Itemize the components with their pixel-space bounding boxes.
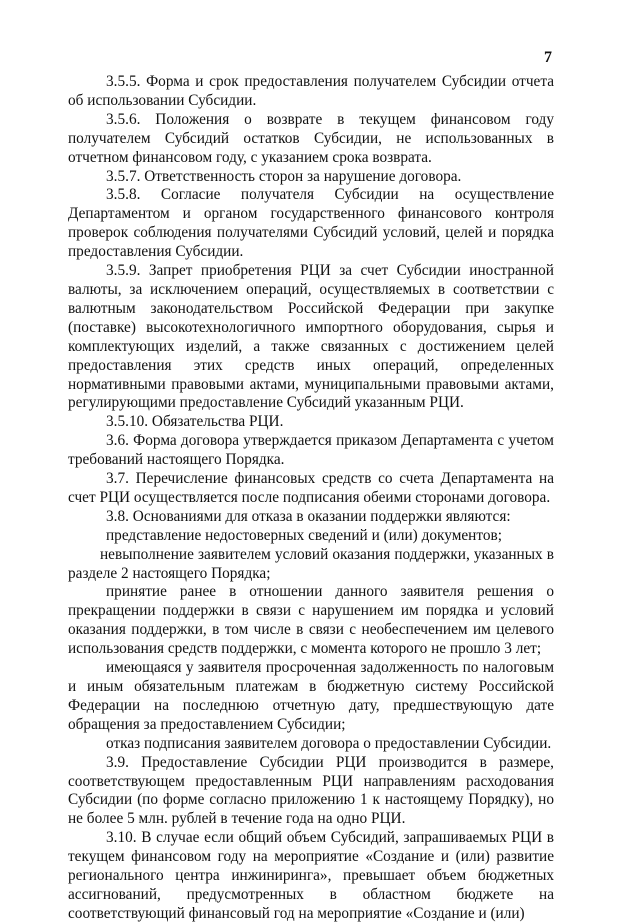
list-item-refusal-to-sign: отказ подписания заявителем договора о предоставлении Субсидии. <box>106 734 552 752</box>
paragraph-3-10: 3.10. В случае если общий объем Субсидий, запрашиваемых РЦИ в текущем финансовом году на мероприятие «Создание и (или) развитие регионального центра инжиниринга», превышает объем бюджетных ассигнований, предусмотренных в областном бюджете на соответствующий финансовый год на мероприятие «Создание и (или) <box>68 829 554 922</box>
list-item-support-terminated: принятие ранее в отношении данного заявителя решения о прекращении поддержки в связи с нарушением им порядка и условий оказания поддержки, в том числе в связи с необеспечением им целевого использования средств поддержки, с момента которого не прошло 3 лет; <box>68 583 554 658</box>
paragraph-3-5-7: 3.5.7. Ответственность сторон за нарушение договора. <box>106 167 462 185</box>
paragraph-3-5-5: 3.5.5. Форма и срок предоставления получателем Субсидии отчета об использовании Субсидии. <box>68 73 554 109</box>
list-item-overdue-debt: имеющаяся у заявителя просроченная задолженность по налоговым и иным обязательным платежам в бюджетную систему Российской Федерации на последнюю отчетную дату, предшествующую дате обращения за предоставлением Субсидии; <box>68 659 554 733</box>
paragraph-3-5-9: 3.5.9. Запрет приобретения РЦИ за счет Субсидии иностранной валюты, за исключением операций, осуществляемых в соответствии с валютным законодательством Российской Федерации при закупке (поставке) высокотехнологичного импортного оборудования, сырья и комплектующих изделий, а также связанных с достижением целей предоставления этих средств иных операций, определенных нормативными правовыми актами, муниципальными правовыми актами, регулирующими предоставление Субсидий указанным РЦИ. <box>68 262 554 412</box>
paragraph-3-5-6: 3.5.6. Положения о возврате в текущем финансовом году получателем Субсидий остатков Субсидии, не использованных в отчетном финансовом году, с указанием срока возврата. <box>68 110 554 166</box>
paragraph-3-8: 3.8. Основаниями для отказа в оказании поддержки являются: <box>106 507 511 525</box>
document-body <box>68 73 554 924</box>
paragraph-3-9: 3.9. Предоставление Субсидии РЦИ производится в размере, соответствующем предоставленным РЦИ направлениям расходования Субсидии (по форме согласно приложению 1 к настоящему Порядку), но не более 5 млн. рублей в течение года на одно РЦИ. <box>68 753 554 828</box>
list-item-false-information: представление недостоверных сведений и (или) документов; <box>106 526 502 544</box>
paragraph-3-7: 3.7. Перечисление финансовых средств со счета Департамента на счет РЦИ осуществляется после подписания обеими сторонами договора. <box>68 470 554 506</box>
paragraph-3-6: 3.6. Форма договора утверждается приказом Департамента с учетом требований настоящего Порядка. <box>68 432 554 469</box>
page-number: 7 <box>544 49 552 66</box>
list-item-conditions-not-met: невыполнение заявителем условий оказания поддержки, указанных в разделе 2 настоящего Порядка; <box>68 545 554 582</box>
paragraph-3-5-8: 3.5.8. Согласие получателя Субсидии на осуществление Департаментом и органом государственного финансового контроля проверок соблюдения получателями Субсидий условий, целей и порядка предоставления Субсидии. <box>68 186 554 261</box>
paragraph-3-5-10: 3.5.10. Обязательства РЦИ. <box>106 413 284 431</box>
